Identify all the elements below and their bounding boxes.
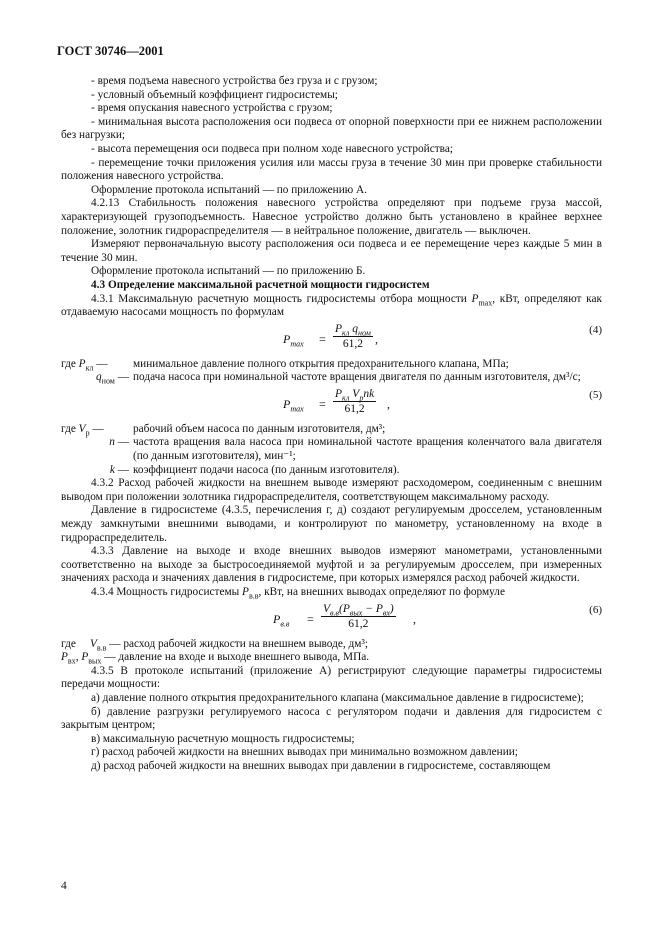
- list-item: - время подъема навесного устройства без груза и с грузом;: [91, 75, 378, 87]
- definition-line: где $V_{в.в}$ — расход рабочей жидкости на внешнем выводе, дм³;: [61, 637, 368, 652]
- list-item: - минимальная высота расположения оси подвеса от опорной поверхности при ее нижнем расположении без нагрузки;: [61, 115, 602, 142]
- paragraph: Оформление протокола испытаний — по приложению А.: [91, 183, 367, 196]
- list-item: - условный объемный коэффициент гидросистемы;: [91, 88, 338, 101]
- paragraph: Оформление протокола испытаний — по приложению Б.: [91, 265, 366, 278]
- paragraph: 4.3.5 В протоколе испытаний (приложение А) регистрируют следующие параметры гидросистемы передачи мощности:: [61, 664, 602, 691]
- formula-5: $P_{max}$ = $P_{кл}$ $V_рnk$ 61,2 , (5): [283, 387, 602, 415]
- list-item: г) расход рабочей жидкости на внешних выводах при минимально возможном давлении;: [91, 746, 518, 759]
- paragraph: 4.3.4 Мощность гидросистемы $P_{в.в}$, кВт, на внешних выводах определяют по формуле: [91, 586, 505, 601]
- formula-4: $P_{max}$ = $P_{кл}$ $q_{ном}$ 61,2 , (4): [283, 322, 602, 350]
- paragraph: Давление в гидросистеме (4.3.5, перечисления г, д) создают регулируемым дросселем, установленным между замкнутыми внешними выводами, и контролируют по манометру, установленному на входе в гидрораспределитель.: [61, 504, 602, 544]
- paragraph: 4.3.3 Давление на выходе и входе внешних выводов измеряют манометрами, установленными соответственно на выходе за быстросоединяемой муфтой и за регулируемым дросселем, при измеренных значениях расхода и значениях давления в гидросистеме, при которых измерялся расход рабочей жидкости.: [61, 545, 602, 585]
- formula-6: $P_{в.в}$ = $V_{в.в}(P_{вых} - P_{вх})$ 61,2 , (6): [273, 602, 602, 630]
- definition-line: $P_{вх}$, $P_{вых}$ — давление на входе и выходе внешнего вывода, МПа.: [61, 651, 370, 666]
- list-item: - высота перемещения оси подвеса при полном ходе навесного устройства;: [91, 142, 453, 155]
- list-item: а) давление полного открытия предохранительного клапана (максимальное давление в гидросистеме);: [91, 691, 584, 704]
- list-item: д) расход рабочей жидкости на внешних выводах при давлении в гидросистеме, составляющем: [91, 759, 551, 772]
- paragraph: 4.3.2 Расход рабочей жидкости на внешнем выводе измеряют расходомером, соединенным с внешним выводом при положении золотника гидрораспределителя, соответствующем максимальному расходу.: [61, 477, 602, 503]
- list-item: - время опускания навесного устройства с грузом;: [91, 102, 333, 115]
- formula-4-definitions: где $P_{кл}$ — минимальное давление полного открытия предохранительного клапана, МПа; $q_{ном}$ — подача насоса при номинальной частоте вращения двигателя по данным изготовителя, дм³/с;: [61, 357, 581, 386]
- paragraph: Измеряют первоначальную высоту расположения оси подвеса и ее перемещение через каждые 5 мин в течение 30 мин.: [61, 238, 602, 264]
- page-body: [61, 75, 602, 774]
- paragraph: 4.3.1 Максимальную расчетную мощность гидросистемы отбора мощности $P_{max}$, кВт, определяют как отдаваемую насосами мощность по формулам: [61, 292, 602, 319]
- formula-5-definitions: где $V_р$ — рабочий объем насоса по данным изготовителя, дм³; n — частота вращения вала насоса при номинальной частоте вращения коленчатого вала двигателя (по данным изготовителя), мин⁻¹; k — коэффициент подачи насоса (по данным изготовителя).: [61, 422, 602, 476]
- document-header: ГОСТ 30746—2001: [57, 44, 164, 58]
- section-heading: 4.3 Определение максимальной расчетной мощности гидросистем: [91, 278, 430, 291]
- list-item: в) максимальную расчетную мощность гидросистемы;: [91, 732, 355, 745]
- list-item: б) давление разгрузки регулируемого насоса с регулятором подачи и давления для гидросистем с закрытым центром;: [61, 705, 602, 732]
- paragraph: 4.2.13 Стабильность положения навесного устройства определяют при подъеме груза массой, характеризующей грузоподъемность. Навесное устройство должно быть установлено в крайнее верхнее положение, золотник гидрораспределителя — в нейтральное положение, двигатель — выключен.: [61, 197, 602, 237]
- list-item: - перемещение точки приложения усилия или массы груза в течение 30 мин при проверке стабильности положения навесного устройства.: [61, 156, 602, 183]
- page-number: 4: [61, 880, 67, 892]
